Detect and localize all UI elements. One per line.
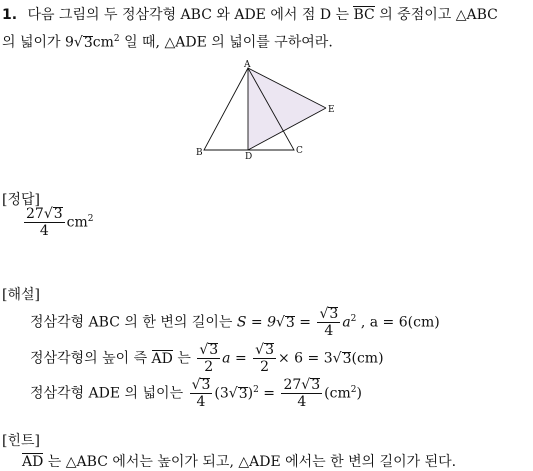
explanation-line-3-prefix: 정삼각형 ADE 의 넓이는 [30, 385, 184, 402]
segment-bc: BC [353, 7, 375, 23]
explanation-line-2-frac2-rad: 3 [265, 342, 274, 358]
answer-den: 4 [39, 223, 49, 239]
explanation-line-1-eq-a: S = 9 [236, 314, 276, 331]
explanation-line-2-prefix: 정삼각형의 높이 즉 [30, 350, 148, 367]
explanation-line-2-tail-a: × 6 = 3 [278, 350, 333, 367]
explanation-line-2: 정삼각형의 높이 즉 AD 는 $\frac{√3}{2}$ a = $\frac{√3}{2}$ × 6 = 3√3(cm) [30, 342, 384, 375]
label-e: E [328, 105, 335, 115]
explanation-line-3-tail-sup: 2 [350, 384, 357, 395]
problem-unit: cm [92, 34, 114, 51]
explanation-line-2-frac-rad: 3 [209, 342, 219, 358]
answer-fraction: $\frac{27√3}{4}$ [26, 206, 63, 239]
answer-unit-sup: 2 [87, 213, 94, 224]
explanation-line-1-a-sup: 2 [350, 313, 357, 324]
explanation-line-3-mid-b: ) [247, 385, 254, 402]
label-b: B [196, 148, 203, 158]
hint-text: 는 △ABC 에서는 높이가 되고, △ADE 에서는 한 변의 길이가 된다. [47, 454, 457, 470]
explanation-line-1: 정삼각형 ABC 의 한 변의 길이는 S = 9√3 = $\frac{√3}{4}$ $a^2$ , a = 6(cm) [30, 306, 440, 339]
explanation-line-2-frac-den: 2 [204, 359, 214, 375]
explanation-line-3-frac-rad: 3 [201, 377, 211, 393]
problem-line-2: 의 넓이가 $9√3cm^2$ 일 때, △ADE 의 넓이를 구하여라. [2, 34, 333, 51]
hint-segment-ad: AD [22, 454, 44, 470]
explanation-line-3-mid-a: (3 [214, 385, 229, 402]
answer-value [22, 206, 94, 239]
explanation-line-3-frac-den: 4 [196, 394, 206, 410]
explanation-line-2-tail-b: (cm) [351, 350, 384, 367]
problem-radicand: 3 [83, 34, 93, 51]
explanation-line-2-tail-rad: 3 [342, 350, 352, 367]
answer-radicand: 3 [53, 206, 63, 222]
explanation-line-2-frac2-den: 2 [260, 359, 270, 375]
problem-text-2: 의 넓이가 9 [2, 34, 74, 51]
explanation-line-3-eq: = [258, 385, 280, 402]
explanation-line-1-prefix: 정삼각형 ABC 의 한 변의 길이는 [30, 314, 233, 331]
triangle-figure [190, 58, 350, 162]
explanation-line-1-frac-rad: 3 [329, 306, 339, 322]
problem-text-2-tail: 일 때, △ADE 의 넓이를 구하여라. [124, 34, 333, 51]
problem-text-1-tail: 의 중점이고 △ABC [379, 7, 498, 23]
explanation-line-2-mid: 는 [177, 350, 191, 367]
explanation-line-1-a: a [342, 314, 351, 331]
explanation-line-3-tail-close: ) [356, 385, 362, 402]
label-d: D [245, 152, 253, 162]
explanation-line-1-tail: , a = 6(cm) [356, 314, 440, 331]
problem-unit-sup: 2 [113, 34, 120, 44]
answer-heading: [정답] [2, 192, 40, 208]
label-a: A [244, 60, 251, 70]
problem-statement [2, 3, 498, 55]
explanation-line-2-frac2: $\frac{√3}{2}$ [255, 342, 274, 375]
explanation-line-3-mid-rad: 3 [238, 385, 248, 402]
segment-ad-label: AD [151, 350, 173, 367]
problem-line-1 [2, 3, 498, 27]
explanation-line-3-tail: (cm [324, 385, 351, 402]
answer-unit: cm [66, 214, 88, 231]
hint-line [22, 451, 456, 471]
explanation-line-3-frac2-rad: 3 [311, 377, 321, 393]
explanation-line-3-frac2: $\frac{27√3}{4}$ [283, 377, 321, 410]
explanation-line-3-mid-sup: 2 [253, 384, 259, 395]
explanation-line-1-rad: 3 [285, 314, 295, 331]
explanation-line-3-frac2-den: 4 [297, 394, 307, 410]
problem-number: 1. [2, 7, 18, 23]
explanation-heading: [해설] [2, 287, 40, 303]
answer-coef: 27 [26, 206, 44, 222]
explanation-line-1-eq-b: = [294, 314, 316, 331]
explanation-line-2-a: a = [222, 350, 252, 367]
explanation-line-2-frac: $\frac{√3}{2}$ [199, 342, 219, 375]
label-c: C [296, 146, 303, 156]
explanation-line-3: 정삼각형 ADE 의 넓이는 $\frac{√3}{4}$ $(3√3)^2$ = $\frac{27√3}{4}$ $(cm^2)$ [30, 377, 362, 410]
hint-heading: [힌트] [2, 433, 40, 449]
explanation-line-3-frac: $\frac{√3}{4}$ [191, 377, 211, 410]
explanation-line-3-frac2-coef: 27 [283, 377, 302, 393]
problem-text-1: 다음 그림의 두 정삼각형 ABC 와 ADE 에서 점 D 는 [27, 7, 350, 23]
explanation-line-1-frac-den: 4 [324, 323, 334, 339]
explanation-line-1-frac: $\frac{√3}{4}$ [319, 306, 339, 339]
